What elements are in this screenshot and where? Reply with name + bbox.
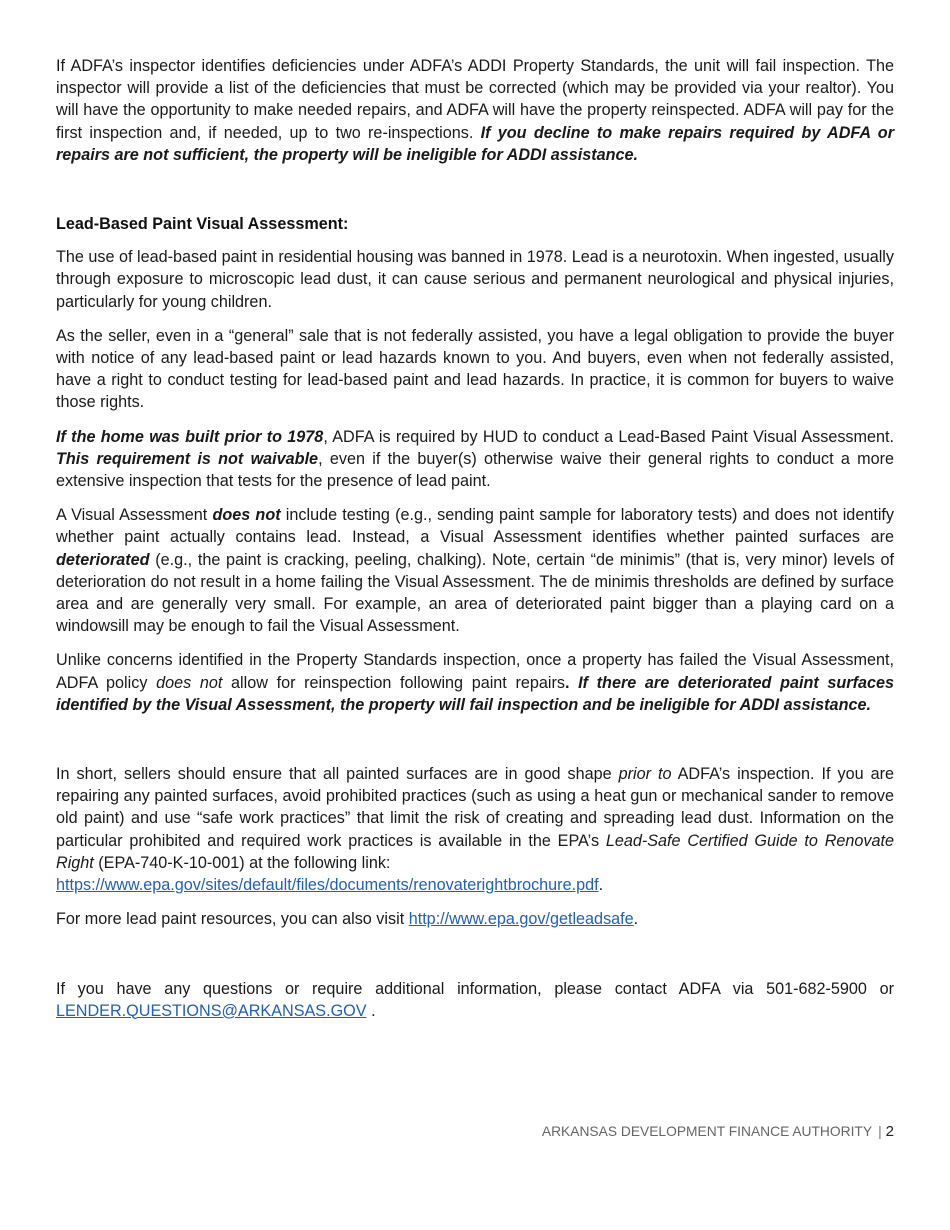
- guide-title: Lead-Safe Certified Guide to Renovate Right: [56, 831, 894, 872]
- reinspection-policy-paragraph: Unlike concerns identified in the Property Standards inspection, once a property has failed the Visual Assessment, ADFA policy does not allow for reinspection following paint repairs. If there are deteriorated paint surfaces identified by the Visual Assessment, the property will fail inspection and be ineligible for ADDI assistance.: [56, 651, 895, 714]
- getleadsafe-link[interactable]: http://www.epa.gov/getleadsafe: [408, 910, 634, 929]
- pre-1978-paragraph: If the home was built prior to 1978, ADFA is required by HUD to conduct a Lead-Based Paint Visual Assessment. This requirement is not waivable, even if the buyer(s) otherwise waive their general rights to conduct a more extensive inspection that tests for the presence of lead paint.: [56, 427, 894, 491]
- lead-ban-paragraph: The use of lead-based paint in residential housing was banned in 1978. Lead is a neurotoxin. When ingested, usually through exposure to microscopic lead dust, it can cause serious and permanent neurological and physical injuries, particularly for young children.: [56, 248, 894, 311]
- seller-obligation-paragraph: As the seller, even in a “general” sale that is not federally assisted, you have a legal obligation to provide the buyer with notice of any lead-based paint or lead hazards known to you. And buyers, even when not federally assisted, have a right to conduct testing for lead-based paint and lead hazards. In practice, it is common for buyers to waive those rights.: [56, 326, 894, 412]
- resources-paragraph: For more lead paint resources, you can also visit http://www.epa.gov/getleadsafe.: [56, 910, 639, 929]
- not-waivable-emphasis: This requirement is not waivable: [56, 449, 319, 468]
- footer-org-name: ARKANSAS DEVELOPMENT FINANCE AUTHORITY: [541, 1124, 873, 1139]
- footer-separator: |: [878, 1124, 882, 1139]
- renovate-right-link[interactable]: https://www.epa.gov/sites/default/files/documents/renovaterightbrochure.pdf: [56, 876, 599, 895]
- inspection-paragraph: [56, 55, 894, 166]
- page-number: 2: [885, 1123, 894, 1140]
- page-footer: [542, 1123, 894, 1140]
- visual-assessment-paragraph: A Visual Assessment does not include testing (e.g., sending paint sample for laboratory tests) and does not identify whether paint actually contains lead. Instead, a Visual Assessment identifies whether painted surfaces are deteriorated (e.g., the paint is cracking, peeling, chalking). Note, certain “de minimis” (that is, very minor) levels of deterioration do not result in a home failing the Visual Assessment. The de minimis thresholds are defined by surface area and are generally very small. For example, an area of deteriorated paint bigger than a playing card on a windowsill may be enough to fail the Visual Assessment.: [56, 506, 895, 636]
- pre-1978-emphasis: If the home was built prior to 1978: [56, 427, 324, 446]
- safe-practices-paragraph: In short, sellers should ensure that all painted surfaces are in good shape prior to ADFA’s inspection. If you are repairing any painted surfaces, avoid prohibited practices (such as using a heat gun or mechanical sander to remove old paint) and use “safe work practices” that limit the risk of creating and spreading lead dust. Information on the particular prohibited and required work practices is available in the EPA’s Lead-Safe Certified Guide to Renovate Right (EPA-740-K-10-001) at the following link: https://www.epa.gov/sites/default/files/documents/renovaterightbrochure.pdf.: [56, 765, 894, 895]
- contact-paragraph: If you have any questions or require additional information, please contact ADFA via 501-682-5900 or LENDER.QUESTIONS@ARKANSAS.GOV .: [56, 979, 894, 1020]
- lender-email-link[interactable]: LENDER.QUESTIONS@ARKANSAS.GOV: [56, 1001, 367, 1020]
- inspection-text: If ADFA’s inspector identifies deficiencies under ADFA’s ADDI Property Standards, the unit will fail inspection. The inspector will provide a list of the deficiencies that must be corrected (which may be provided via your realtor). You will have the opportunity to make needed repairs, and ADFA will have the property reinspected. ADFA will pay for the first inspection and, if needed, up to two re-inspections.: [56, 57, 894, 142]
- document-page: [56, 55, 894, 1022]
- ineligible-warning: If there are deteriorated paint surfaces identified by the Visual Assessment, the property will fail inspection and be ineligible for ADDI assistance.: [56, 673, 895, 714]
- inspection-warning: If you decline to make repairs required by ADFA or repairs are not sufficient, the property will be ineligible for ADDI assistance.: [56, 123, 894, 164]
- section-heading: Lead-Based Paint Visual Assessment:: [56, 215, 349, 234]
